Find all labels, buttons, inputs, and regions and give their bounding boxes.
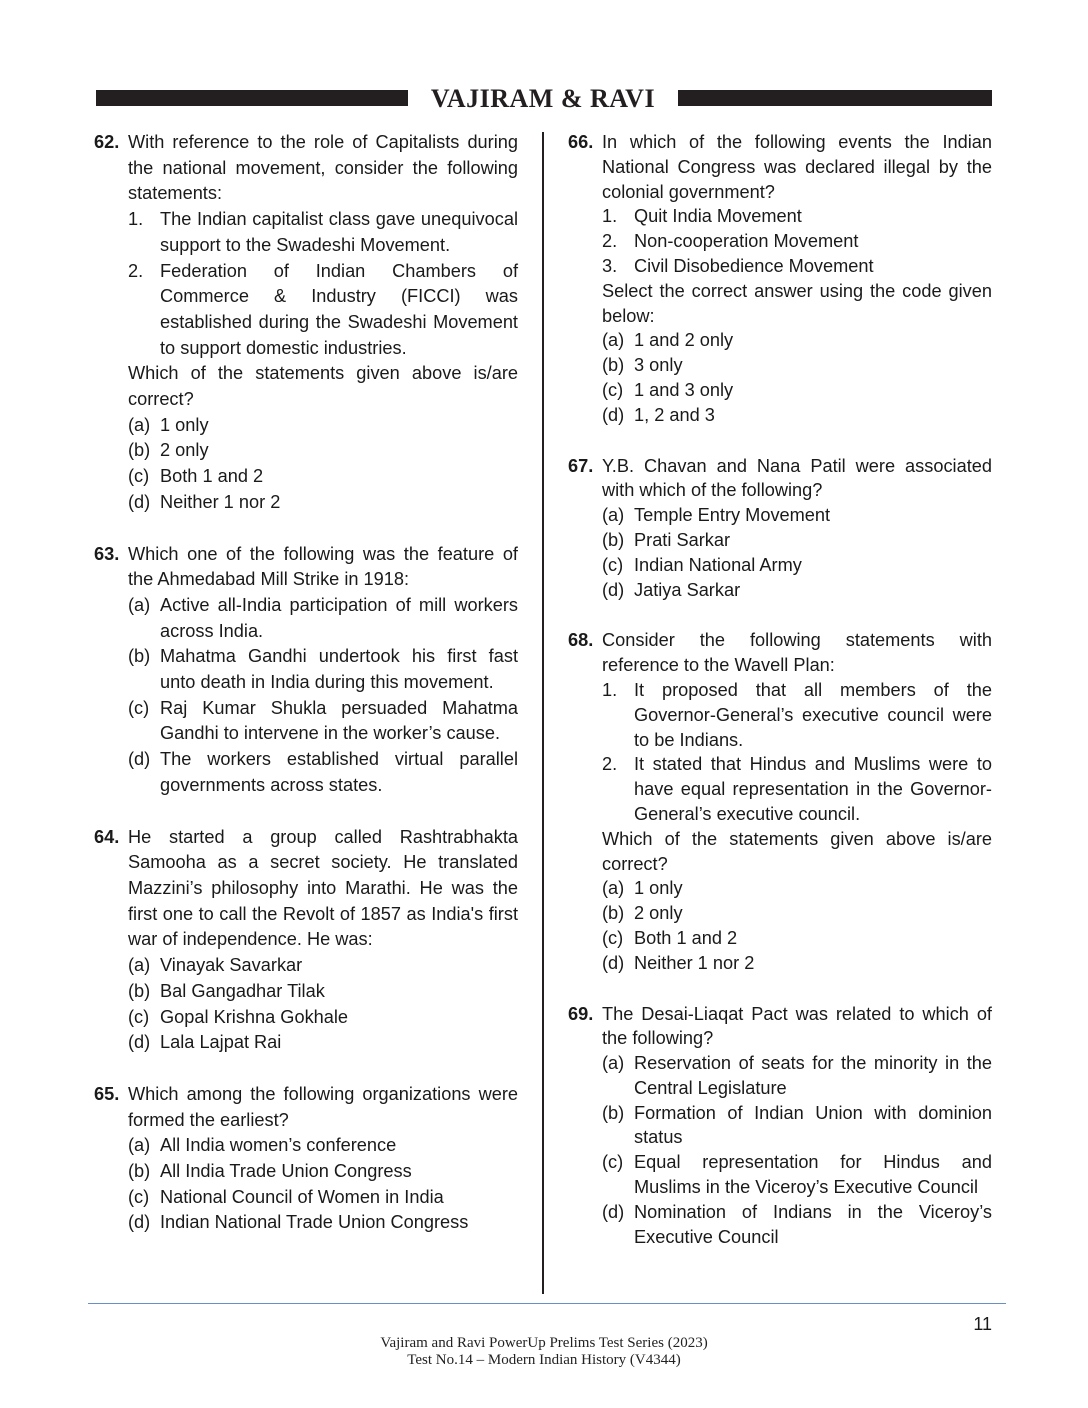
question-text: With reference to the role of Capitalists during the national movement, consider the following statements:: [128, 132, 518, 204]
header-bar-right: [678, 90, 992, 106]
option-d: (d) Lala Lajpat Rai: [128, 1032, 282, 1053]
brand-logo: VAJIRAM & RAVI: [430, 84, 656, 113]
option-d: (d) Indian National Trade Union Congress: [128, 1212, 469, 1233]
option-c: (c) Indian National Army: [602, 554, 802, 575]
option-c: (c) Equal representation for Hindus and Muslims in the Viceroy’s Executive Council: [602, 1152, 992, 1198]
option-a: (a) Temple Entry Movement: [602, 505, 831, 526]
question-63: [94, 542, 518, 799]
question-number: 66.: [568, 132, 594, 152]
statement-1: 1. It proposed that all members of the Governor-General’s executive council were to be Indians.: [602, 679, 992, 750]
question-number: 69.: [568, 1003, 594, 1024]
question-text: Y.B. Chavan and Nana Patil were associated with which of the following?: [602, 455, 992, 501]
question-number: 67.: [568, 455, 594, 476]
left-column: [94, 130, 518, 1236]
option-d: (d) 1, 2 and 3: [602, 404, 715, 425]
question-number: 62.: [94, 132, 120, 152]
page-header: [96, 84, 992, 114]
option-c: (c) Gopal Krishna Gokhale: [128, 1006, 349, 1027]
question-text: Which among the following organizations were formed the earliest?: [128, 1083, 518, 1130]
option-b: (b) Mahatma Gandhi undertook his first fast unto death in India during this movement.: [128, 646, 518, 693]
question-number: 68.: [568, 630, 594, 651]
page-footer: [0, 1335, 1088, 1369]
option-c: (c) Both 1 and 2: [602, 927, 738, 948]
header-bar-left: [96, 90, 408, 106]
right-column: [568, 130, 992, 1249]
option-a: (a) Reservation of seats for the minority in the Central Legislature: [602, 1053, 992, 1098]
footer-test: Test No.14 – Modern Indian History (V4344): [407, 1352, 681, 1368]
option-b: (b) Bal Gangadhar Tilak: [128, 980, 325, 1001]
question-text: He started a group called Rashtrabhakta Samooha as a secret society. He translated Mazzini’s philosophy into Marathi. He was the first one to call the Revolt of 1857 as India's first war of independence. He was:: [128, 826, 518, 950]
option-d: (d) Neither 1 nor 2: [602, 952, 755, 973]
option-d: (d) The workers established virtual parallel governments across states.: [128, 749, 518, 795]
statement-3: 3. Civil Disobedience Movement: [602, 255, 874, 276]
question-65: [94, 1082, 518, 1236]
option-b: (b) All India Trade Union Congress: [128, 1161, 412, 1182]
question-number: 65.: [94, 1083, 120, 1104]
option-d: (d) Nomination of Indians in the Viceroy’s Executive Council: [602, 1201, 992, 1247]
statement-2: 2. It stated that Hindus and Muslims were to have equal representation in the Governor-General’s executive council.: [602, 754, 992, 824]
question-text: The Desai-Liaqat Pact was related to which of the following?: [602, 1003, 992, 1049]
option-c: (c) 1 and 3 only: [602, 379, 734, 400]
question-62: [94, 130, 518, 516]
option-a: (a) 1 only: [128, 414, 209, 435]
option-d: (d) Neither 1 nor 2: [128, 491, 281, 512]
option-c: (c) Both 1 and 2: [128, 466, 264, 487]
option-b: (b) 2 only: [128, 440, 209, 461]
statement-2: 2. Federation of Indian Chambers of Commerce & Industry (FICCI) was established during the Swadeshi Movement to support domestic industries.: [128, 260, 518, 358]
question-stem: Which of the statements given above is/are correct?: [128, 363, 518, 410]
question-68: [568, 628, 992, 975]
question-stem: Which of the statements given above is/are correct?: [602, 828, 992, 874]
option-b: (b) 3 only: [602, 355, 683, 376]
page-number: 11: [973, 1314, 992, 1334]
option-c: (c) National Council of Women in India: [128, 1186, 444, 1207]
option-b: (b) Formation of Indian Union with dominion status: [602, 1102, 992, 1148]
column-divider: [542, 132, 544, 1294]
footer-divider: [88, 1303, 1006, 1304]
footer-series: Vajiram and Ravi PowerUp Prelims Test Series (2023): [380, 1335, 708, 1351]
option-a: (a) 1 and 2 only: [602, 330, 734, 351]
option-c: (c) Raj Kumar Shukla persuaded Mahatma Gandhi to intervene in the worker’s cause.: [128, 697, 518, 744]
option-b: (b) 2 only: [602, 903, 683, 924]
option-a: (a) Active all-India participation of mill workers across India.: [128, 594, 518, 641]
statement-1: 1. The Indian capitalist class gave unequivocal support to the Swadeshi Movement.: [128, 209, 518, 255]
question-text: In which of the following events the Indian National Congress was declared illegal by the colonial government?: [602, 132, 992, 202]
question-69: [568, 1002, 992, 1250]
question-text: Which one of the following was the feature of the Ahmedabad Mill Strike in 1918:: [128, 543, 518, 590]
option-b: (b) Prati Sarkar: [602, 529, 731, 550]
question-67: [568, 454, 992, 603]
question-number: 63.: [94, 543, 120, 564]
statement-2: 2. Non-cooperation Movement: [602, 231, 859, 252]
question-stem: Select the correct answer using the code given below:: [602, 280, 992, 326]
option-d: (d) Jatiya Sarkar: [602, 579, 741, 600]
option-a: (a) 1 only: [602, 878, 683, 899]
option-a: (a) Vinayak Savarkar: [128, 955, 303, 976]
question-number: 64.: [94, 826, 120, 847]
question-64: [94, 825, 518, 1056]
question-text: Consider the following statements with reference to the Wavell Plan:: [602, 630, 992, 676]
option-a: (a) All India women’s conference: [128, 1135, 397, 1156]
statement-1: 1. Quit India Movement: [602, 206, 802, 227]
question-66: [568, 130, 992, 428]
